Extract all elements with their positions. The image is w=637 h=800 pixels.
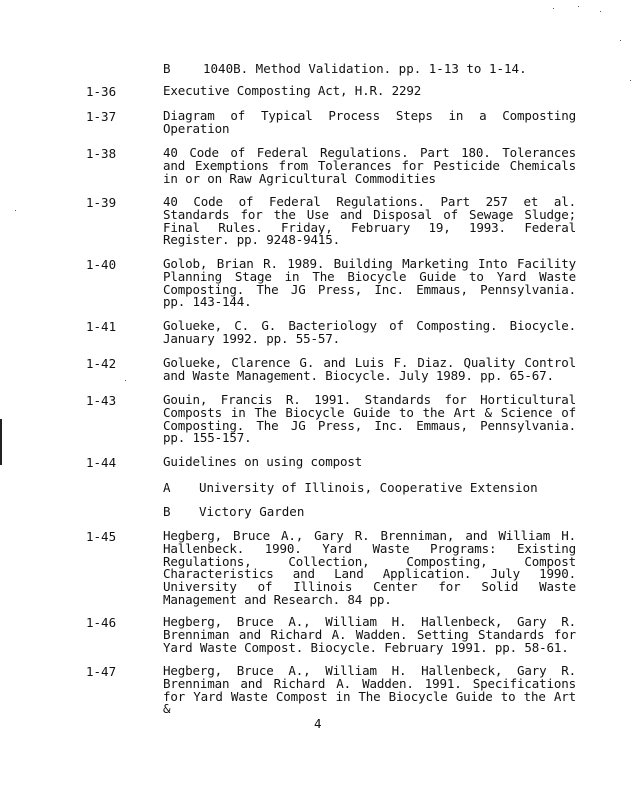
sub-item-letter: A [163,480,171,495]
scan-speck [620,40,621,41]
reference-text: Gouin, Francis R. 1991. Standards for Horticultural Composts in The Biocycle Guide to the Art & Science of Composting. The JG Press, Inc. Emmaus, Pennsylvania. pp. 155-157. [163,392,576,446]
scan-speck [600,11,601,12]
reference-text: Diagram of Typical Process Steps in a Composting Operation [163,108,576,136]
reference-number: 1-43 [86,393,117,408]
reference-number: 1-41 [86,319,117,334]
reference-number: 1-45 [86,529,117,544]
scan-speck [125,380,126,381]
reference-number: 1-46 [86,615,117,630]
header-sub-text: 1040B. Method Validation. pp. 1-13 to 1-14. [203,61,527,76]
scan-speck [630,80,631,81]
scan-speck [15,210,16,211]
reference-text: Guidelines on using compost [163,454,363,469]
reference-number: 1-37 [86,109,117,124]
reference-number: 1-44 [86,455,117,470]
reference-text: Golob, Brian R. 1989. Building Marketing Into Facility Planning Stage in The Biocycle Guide to Yard Waste Composting. The JG Press, Inc. Emmaus, Pennsylvania. pp. 143-144. [163,256,576,310]
reference-text: 40 Code of Federal Regulations. Part 257 et al. Standards for the Use and Disposal of Sewage Sludge; Final Rules. Friday, February 19, 1993. Federal Register. pp. 9248-9415. [163,194,576,248]
sub-item-text: Victory Garden [199,504,305,519]
sub-item-text: University of Illinois, Cooperative Extension [199,480,538,495]
reference-number: 1-47 [86,664,117,679]
reference-number: 1-36 [86,84,117,99]
scan-speck [553,8,554,9]
reference-number: 1-39 [86,195,117,210]
page-number: 4 [314,716,322,731]
header-sub-letter: B [163,61,171,76]
reference-text: 40 Code of Federal Regulations. Part 180. Tolerances and Exemptions from Tolerances for Pesticide Chemicals in or on Raw Agricultural Commodities [163,145,576,186]
reference-text: Hegberg, Bruce A., William H. Hallenbeck, Gary R. Brenniman and Richard A. Wadden. 1991. Specifications for Yard Waste Compost in The Biocycle Guide to the Art & [163,663,576,717]
scan-speck [578,6,579,7]
reference-number: 1-40 [86,257,117,272]
reference-number: 1-38 [86,146,117,161]
scan-margin-mark [0,419,2,465]
reference-text: Hegberg, Bruce A., Gary R. Brenniman, and William H. Hallenbeck. 1990. Yard Waste Programs: Existing Regulations, Collection, Composting, Compost Characteristics and Land Application. July 1990. University of Illinois Center for Solid Waste Management and Research. 84 pp. [163,528,576,607]
reference-text: Executive Composting Act, H.R. 2292 [163,83,422,98]
reference-number: 1-42 [86,356,117,371]
reference-text: Golueke, Clarence G. and Luis F. Diaz. Quality Control and Waste Management. Biocycle. July 1989. pp. 65-67. [163,355,576,383]
sub-item-letter: B [163,504,171,519]
reference-text: Golueke, C. G. Bacteriology of Composting. Biocycle. January 1992. pp. 55-57. [163,318,576,346]
reference-text: Hegberg, Bruce A., William H. Hallenbeck, Gary R. Brenniman and Richard A. Wadden. Setting Standards for Yard Waste Compost. Biocycle. February 1991. pp. 58-61. [163,614,576,655]
